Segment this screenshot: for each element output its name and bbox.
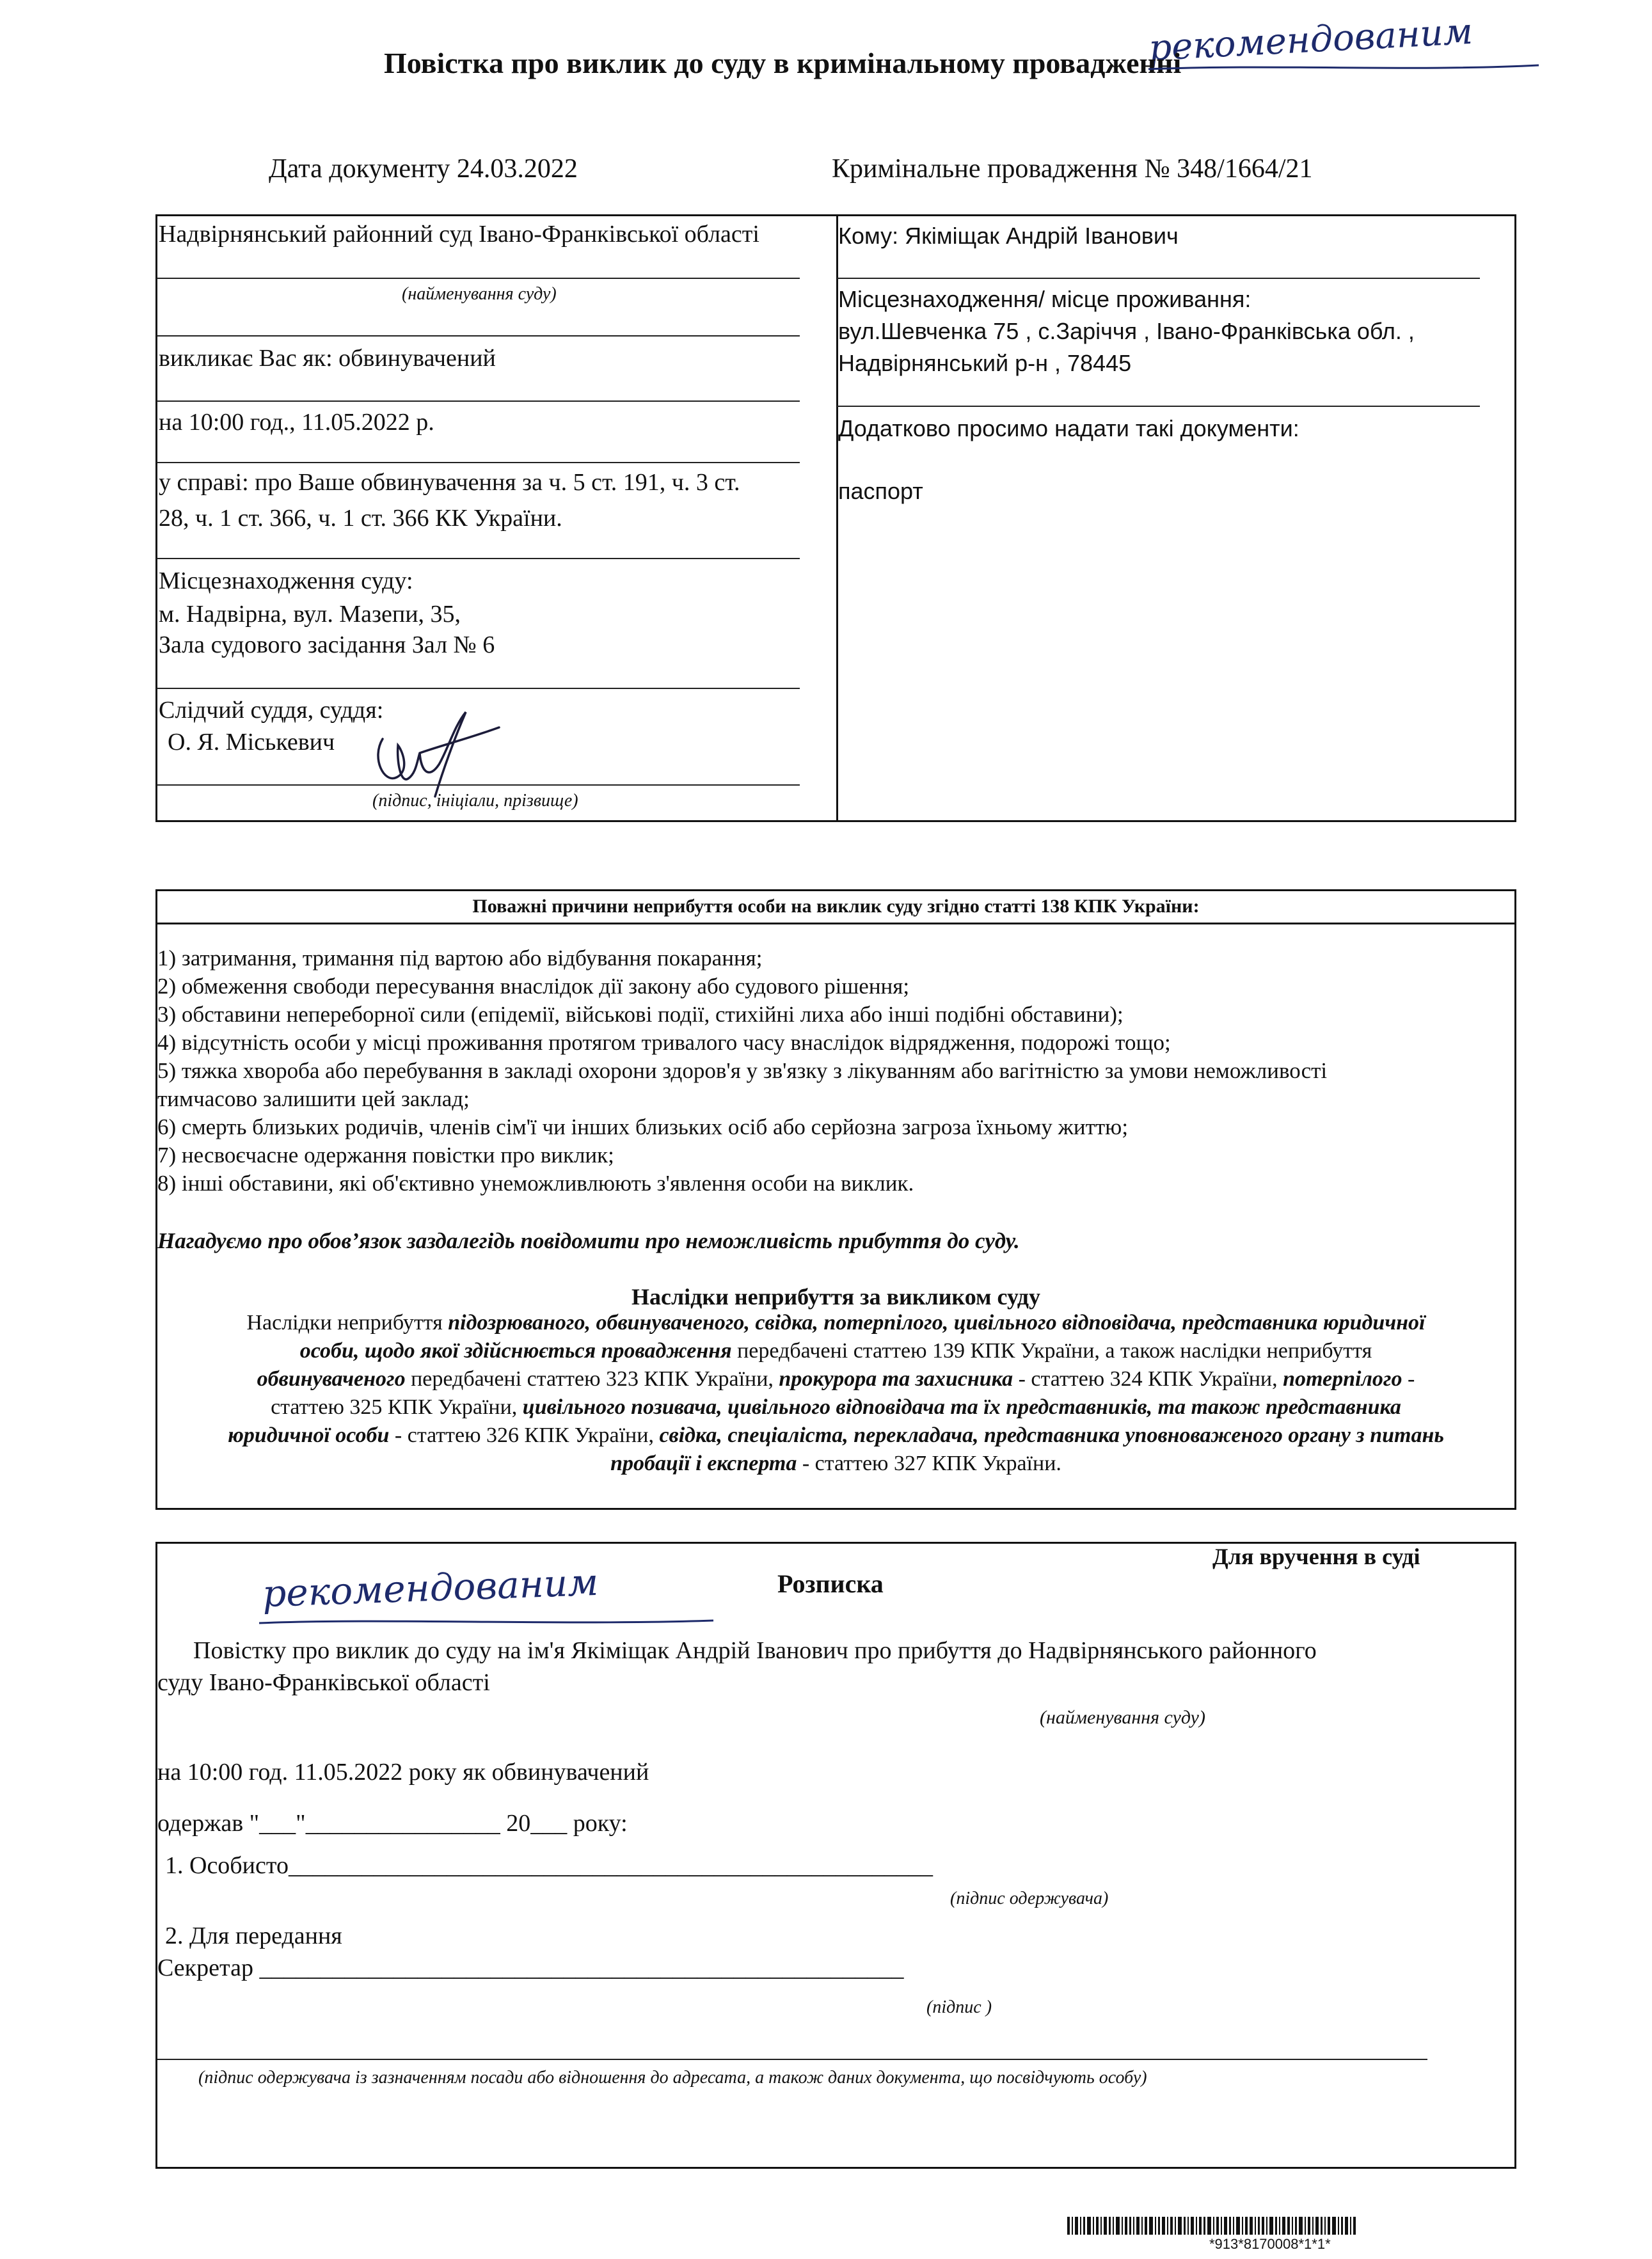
receipt-court-caption: (найменування суду)	[1040, 1707, 1205, 1728]
recipient-signature-caption: (підпис одержувача)	[950, 1889, 1109, 1908]
judge-label: Слідчий суддя, суддя:	[159, 697, 384, 724]
reasons-heading: Поважні причини неприбуття особи на виклик суду згідно статті 138 КПК України:	[472, 896, 1200, 917]
received-date-field[interactable]: одержав "___"________________ 20___ року:	[157, 1810, 628, 1837]
judge-name: О. Я. Міськевич	[168, 729, 335, 756]
text: передбачені статтею 323 КПК України,	[405, 1367, 779, 1391]
receipt-heading: Розписка	[777, 1569, 884, 1598]
for-transfer-label: 2. Для передання	[165, 1922, 342, 1949]
summons-role: викликає Вас як: обвинувачений	[159, 345, 496, 372]
text: підозрюваного, обвинуваченого, свідка, потерпілого, цивільного відповідача, представника юридичної	[448, 1311, 1426, 1335]
reasons-list	[157, 944, 1327, 1198]
receipt-text-line1: Повістку про виклик до суду на ім'я Якіміщак Андрій Іванович про прибуття до Надвірнянського районного	[193, 1637, 1317, 1664]
text: цивільного позивача, цивільного відповідача та їх представників, та також представника	[522, 1395, 1401, 1419]
hearing-datetime: на 10:00 год., 11.05.2022 р.	[159, 409, 434, 436]
divider	[157, 400, 800, 402]
secretary-signature-field[interactable]: Секретар _____________________________________________________	[157, 1954, 904, 1981]
court-address: м. Надвірна, вул. Мазепи, 35,	[159, 601, 461, 628]
reason-item: 4) відсутність особи у місці проживання протягом тривалого часу внаслідок відрядження, подорожі тощо;	[157, 1030, 1171, 1055]
heading-divider	[157, 923, 1514, 924]
barcode-number: *913*8170008*1*1*	[1209, 2236, 1331, 2252]
reminder-text: Нагадуємо про обов’язок заздалегідь повідомити про неможливість прибуття до суду.	[157, 1228, 1020, 1253]
text: статтею 325 КПК України,	[271, 1395, 523, 1419]
page-title: Повістка про виклик до суду в кримінальному провадженні	[384, 47, 1182, 79]
personal-signature-field[interactable]: 1. Особисто_____________________________________________________	[165, 1852, 933, 1879]
divider	[157, 335, 800, 337]
divider	[157, 558, 800, 559]
court-delivery-label: Для вручення в суді	[1212, 1544, 1420, 1569]
text: юридичної особи	[228, 1423, 390, 1447]
text: обвинуваченого	[257, 1367, 406, 1391]
address-line2: Надвірнянський р-н , 78445	[838, 350, 1132, 376]
reason-item: 6) смерть близьких родичів, членів сім'ї чи інших близьких осіб або серйозна загроза їхньому життю;	[157, 1114, 1129, 1139]
handwritten-note-receipt: рекомендованим	[261, 1560, 600, 1616]
text: - статтею 327 КПК України.	[797, 1452, 1061, 1475]
handwritten-note-top: рекомендованим	[1147, 10, 1474, 70]
consequences-heading: Наслідки неприбуття за викликом суду	[631, 1284, 1040, 1310]
address-label: Місцезнаходження/ місце проживання:	[838, 286, 1251, 312]
text: особи, щодо якої здійснюється провадження	[299, 1339, 732, 1363]
address-line1: вул.Шевченка 75 , с.Заріччя , Івано-Франківська обл. ,	[838, 318, 1415, 344]
bottom-caption: (підпис одержувача із зазначенням посади або відношення до адресата, а також даних документа, що посвідчують особу)	[198, 2068, 1147, 2088]
divider	[157, 688, 800, 689]
divider	[157, 462, 800, 463]
divider	[157, 278, 800, 279]
recipient-name: Кому: Якіміщак Андрій Іванович	[838, 223, 1179, 249]
consequences-text	[160, 1309, 1512, 1478]
signature-line[interactable]	[157, 2059, 1427, 2060]
text: - статтею 326 КПК України,	[389, 1423, 660, 1447]
reason-item: 2) обмеження свободи пересування внаслідок дії закону або судового рішення;	[157, 974, 910, 999]
receipt-text-line2: суду Івано-Франківської області	[157, 1669, 490, 1696]
text: Наслідки неприбуття	[246, 1311, 449, 1335]
text: потерпілого	[1283, 1367, 1402, 1391]
case-description-line1: у справі: про Ваше обвинувачення за ч. 5 ст. 191, ч. 3 ст.	[159, 469, 740, 496]
judge-signature	[358, 701, 505, 809]
court-name: Надвірнянський районний суд Івано-Франківської області	[159, 221, 759, 248]
case-description-line2: 28, ч. 1 ст. 366, ч. 1 ст. 366 КК України.	[159, 505, 562, 532]
signature-caption: (підпис, ініціали, прізвище)	[372, 791, 578, 811]
secretary-signature-caption: (підпис )	[926, 1997, 992, 2017]
court-location-label: Місцезнаходження суду:	[159, 567, 413, 594]
handwritten-underline-receipt	[256, 1615, 717, 1628]
handwritten-underline-top	[1145, 61, 1542, 74]
courtroom: Зала судового засідання Зал № 6	[159, 631, 495, 658]
reason-item: 1) затримання, тримання під вартою або відбування покарання;	[157, 946, 763, 971]
receipt-datetime: на 10:00 год. 11.05.2022 року як обвинувачений	[157, 1759, 649, 1786]
barcode	[1067, 2217, 1515, 2235]
case-number: Кримінальне провадження № 348/1664/21	[832, 154, 1313, 184]
documents-value: паспорт	[838, 478, 923, 504]
divider	[837, 406, 1480, 407]
reason-item: тимчасово залишити цей заклад;	[157, 1086, 470, 1111]
text: передбачені статтею 139 КПК України, а також наслідки неприбуття	[731, 1339, 1372, 1363]
reason-item: 5) тяжка хвороба або перебування в закладі охорони здоров'я у зв'язку з лікуванням або вагітністю за умови неможливості	[157, 1058, 1328, 1083]
text: прокурора та захисника	[779, 1367, 1013, 1391]
reason-item: 8) інші обставини, які об'єктивно унеможливлюють з'явлення особи на виклик.	[157, 1171, 914, 1196]
reason-item: 3) обставини непереборної сили (епідемії, військові події, стихійні лиха або інші подібні обставини);	[157, 1002, 1124, 1027]
text: пробації і експерта	[610, 1452, 797, 1475]
document-date: Дата документу 24.03.2022	[269, 154, 578, 184]
documents-label: Додатково просимо надати такі документи:	[838, 415, 1299, 441]
court-name-caption: (найменування суду)	[402, 284, 557, 304]
text: свідка, спеціаліста, перекладача, представника уповноваженого органу з питань	[659, 1423, 1444, 1447]
reason-item: 7) несвоєчасне одержання повістки про виклик;	[157, 1143, 614, 1168]
text: -	[1402, 1367, 1415, 1391]
text: - статтею 324 КПК України,	[1013, 1367, 1283, 1391]
divider	[837, 278, 1480, 279]
